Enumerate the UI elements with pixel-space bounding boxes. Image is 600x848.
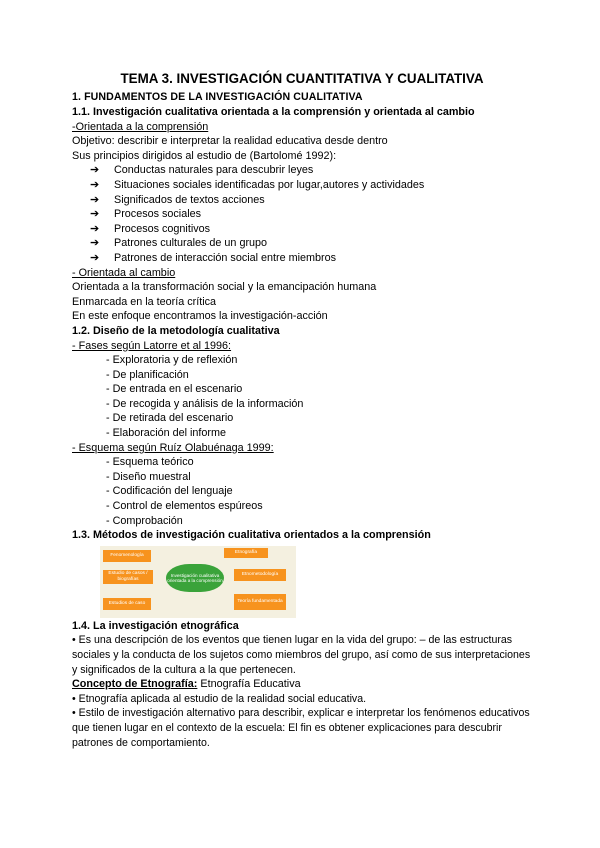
concepto-label: Concepto de Etnografía: (72, 678, 198, 691)
cambio-line: En este enfoque encontramos la investigación-acción (72, 310, 328, 323)
list-item: ➔ Situaciones sociales identificadas por lugar,autores y actividades (90, 178, 425, 191)
list-item: ➔ Conductas naturales para descubrir leyes (90, 164, 314, 177)
list-item: ➔ Patrones culturales de un grupo (90, 237, 268, 250)
section-1-2-heading: 1.2. Diseño de la metodología cualitativa (72, 324, 280, 337)
diagram-box-etnografia: Etnografía (224, 548, 268, 558)
principios-text: Sus principios dirigidos al estudio de (Bartolomé 1992): (72, 149, 337, 162)
cambio-line: Enmarcada en la teoría crítica (72, 295, 217, 308)
etnografia-bullet: • Es una descripción de los eventos que tienen lugar en la vida del grupo: – de las estructuras sociales y la conducta de los sujetos como miembros del grupo, así como de sus interpretaciones y significados de la cultura a la que pertenecen. (72, 634, 531, 676)
list-item: ➔ Procesos cognitivos (90, 222, 211, 235)
etnografia-bullet: • Estilo de investigación alternativo para describir, explicar e interpretar los fenómenos educativos que tienen lugar en el contexto de la escuela: El fin es obtener explicaciones para descubrir patrones de comportamiento. (72, 707, 530, 749)
list-item: - De planificación (106, 368, 189, 381)
list-item: ➔ Significados de textos acciones (90, 193, 265, 206)
diagram-center: Investigación cualitativa orientada a la comprensión (166, 564, 224, 592)
list-item: - Comprobación (106, 514, 183, 527)
objetivo-text: Objetivo: describir e interpretar la realidad educativa desde dentro (72, 135, 388, 148)
document-title: TEMA 3. INVESTIGACIÓN CUANTITATIVA Y CUALITATIVA (120, 71, 484, 86)
cambio-line: Orientada a la transformación social y la emancipación humana (72, 281, 377, 294)
orientada-cambio-label: - Orientada al cambio (72, 266, 176, 279)
arrow-icon: ➔ (90, 208, 100, 221)
arrow-icon: ➔ (90, 164, 100, 177)
diagram-box-etnometodologia: Etnometodología (234, 569, 286, 581)
concepto-line (72, 677, 532, 692)
esquema-label: - Esquema según Ruíz Olabuénaga 1999: (72, 441, 274, 454)
list-item: - De entrada en el escenario (106, 383, 243, 396)
etnografia-bullet: • Etnografía aplicada al estudio de la realidad social educativa. (72, 692, 367, 705)
list-item: - De retirada del escenario (106, 412, 234, 425)
list-item: - Elaboración del informe (106, 427, 227, 440)
arrow-icon: ➔ (90, 193, 100, 206)
methods-diagram (100, 546, 296, 618)
diagram-box-estudios-caso: Estudios de caso (103, 598, 151, 610)
list-item: - De recogida y análisis de la información (106, 397, 304, 410)
orientada-comprension-label: -Orientada a la comprensión (72, 120, 209, 133)
section-1-3-heading: 1.3. Métodos de investigación cualitativa orientados a la comprensión (72, 529, 431, 542)
principios-list (72, 163, 532, 265)
arrow-icon: ➔ (90, 251, 100, 264)
list-item: ➔ Patrones de interacción social entre miembros (90, 251, 337, 264)
fases-label: - Fases según Latorre et al 1996: (72, 339, 232, 352)
diagram-box-fenomenologia: Fenomenología (103, 550, 151, 562)
section-1-4-heading: 1.4. La investigación etnográfica (72, 619, 239, 632)
section-1-heading: 1. FUNDAMENTOS DE LA INVESTIGACIÓN CUALITATIVA (72, 91, 363, 103)
list-item: ➔ Procesos sociales (90, 208, 202, 221)
list-item: - Diseño muestral (106, 470, 191, 483)
arrow-icon: ➔ (90, 178, 100, 191)
list-item: - Codificación del lenguaje (106, 485, 233, 498)
arrow-icon: ➔ (90, 222, 100, 235)
fases-list (72, 353, 532, 441)
concepto-value: Etnografía Educativa (197, 678, 301, 691)
arrow-icon: ➔ (90, 237, 100, 250)
diagram-box-estudio-casos: Estudio de casos / biografías (103, 570, 153, 584)
list-item: - Control de elementos espúreos (106, 500, 263, 513)
list-item: - Esquema teórico (106, 456, 194, 469)
esquema-list (72, 455, 532, 528)
list-item: - Exploratoria y de reflexión (106, 354, 238, 367)
section-1-1-heading: 1.1. Investigación cualitativa orientada a la comprensión y orientada al cambio (72, 106, 475, 118)
diagram-box-teoria: Teoría fundamentada (234, 594, 286, 610)
document-page (72, 70, 532, 750)
